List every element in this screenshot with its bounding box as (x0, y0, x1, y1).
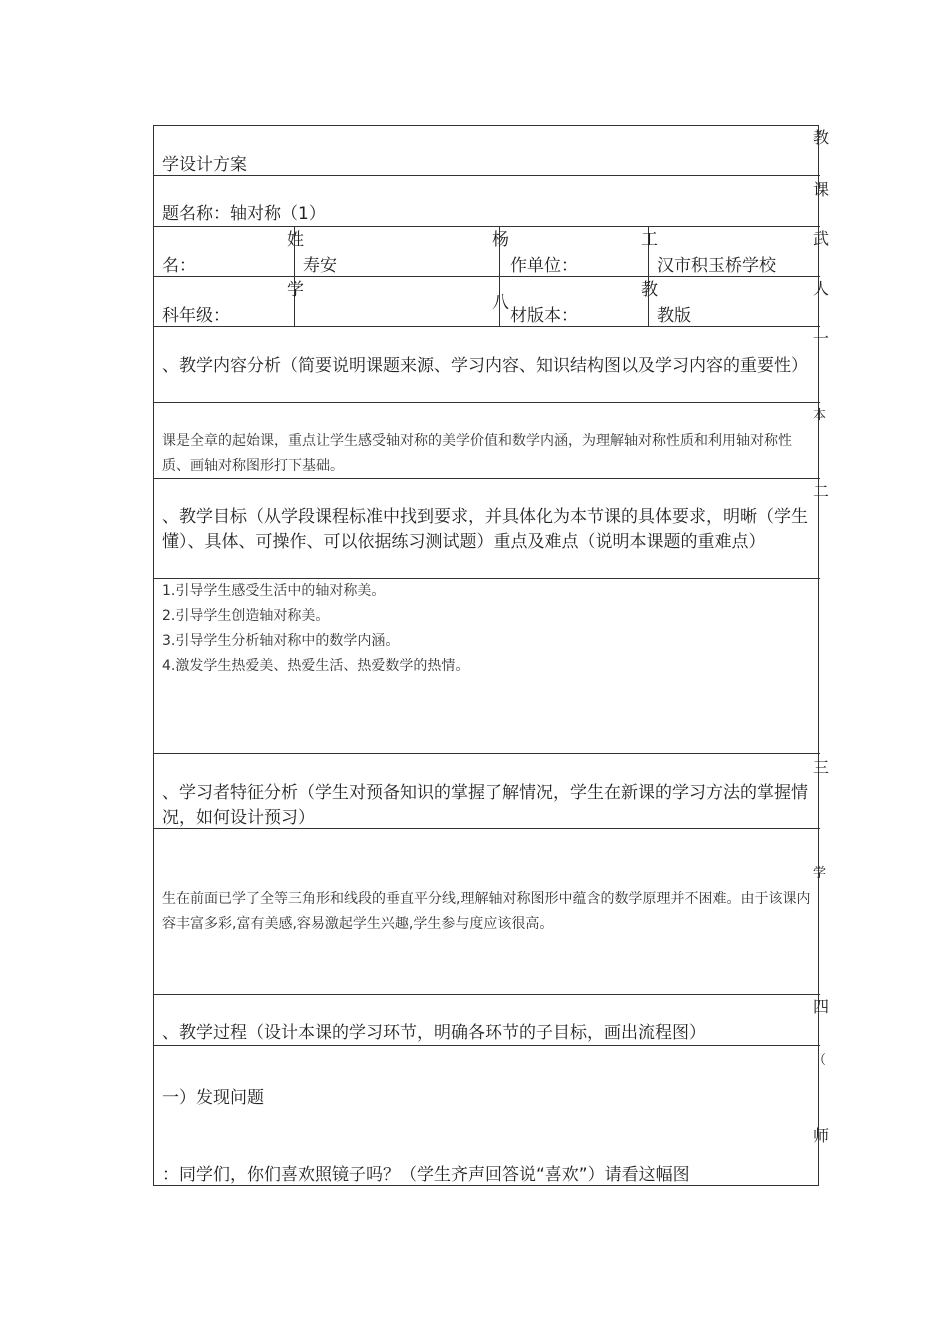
table-rule (153, 994, 820, 995)
unit-label-top: 杨 (492, 230, 509, 250)
name-label: 名： (162, 256, 196, 276)
table-rule (153, 1045, 820, 1046)
table-rule (153, 276, 820, 277)
table-rule (153, 753, 820, 754)
section-body-content-analysis: 课是全章的起始课，重点让学生感受轴对称的美学价值和数学内涵，为理解轴对称性质和利用轴对称性质、画轴对称图形打下基础。 (162, 433, 792, 474)
goal-item: 4.激发学生热爱美、热爱生活、热爱数学的热情。 (162, 658, 470, 674)
document-title: 学设计方案 (162, 155, 247, 175)
section-heading-objectives: 、教学目标（从学段课程标准中找到要求，并具体化为本节课的具体要求，明晰（学生懂）、具体、可操作、可以依据练习测试题）重点及难点（说明本课题的重难点） (162, 507, 808, 552)
section-heading-learner-analysis: 、学习者特征分析（学生对预备知识的掌握了解情况，学生在新课的学习方法的掌握情况，如何设计预习） (162, 783, 808, 828)
side-char: 人 (813, 279, 830, 298)
section-body-learner-analysis: 生在前面已学了全等三角形和线段的垂直平分线,理解轴对称图形中蕴含的数学原理并不困难。由于该课内容丰富多彩,富有美感,容易激起学生兴趣,学生参与度应该很高。 (162, 891, 811, 932)
process-step: 一）发现问题 (162, 1088, 264, 1108)
side-char: 课 (813, 180, 830, 199)
table-rule (153, 226, 820, 227)
side-char: 一 (813, 329, 830, 348)
section-heading-process: 、教学过程（设计本课的学习环节，明确各环节的子目标，画出流程图） (162, 1023, 706, 1043)
side-char: 武 (813, 229, 830, 248)
process-dialog: ：同学们，你们喜欢照镜子吗？（学生齐声回答说“喜欢”）请看这幅图 (162, 1165, 690, 1185)
table-rule (153, 175, 820, 176)
name-label-top: 姓 (287, 230, 304, 250)
subject-label-top: 学 (287, 280, 304, 300)
section-heading-content-analysis: 、教学内容分析（简要说明课题来源、学习内容、知识结构图以及学习内容的重要性） (162, 356, 808, 376)
subject-label: 科年级： (162, 306, 230, 326)
textbook-label: 材版本： (510, 306, 578, 326)
textbook-label-top: 教 (641, 280, 658, 300)
table-rule (153, 326, 820, 327)
side-char: 本 (813, 408, 827, 423)
side-char: 学 (813, 866, 827, 881)
unit-label-top-2: 工 (641, 230, 658, 250)
name-value: 寿安 (303, 256, 337, 276)
goal-item: 1.引导学生感受生活中的轴对称美。 (162, 583, 386, 599)
side-char: （ (813, 1053, 827, 1068)
side-char: 四 (813, 997, 830, 1016)
side-char: 三 (813, 758, 830, 777)
lesson-title: 题名称：轴对称（1） (162, 204, 326, 224)
textbook-mark: 八 (492, 293, 509, 313)
side-char: 二 (813, 482, 830, 501)
table-rule (153, 578, 820, 579)
textbook-value: 教版 (657, 306, 691, 326)
unit-value: 汉市积玉桥学校 (657, 256, 776, 276)
goal-item: 2.引导学生创造轴对称美。 (162, 608, 330, 624)
table-rule (153, 402, 820, 403)
unit-label: 作单位： (510, 256, 578, 276)
side-char: 教 (813, 128, 830, 147)
goal-item: 3.引导学生分析轴对称中的数学内涵。 (162, 633, 400, 649)
side-char: 师 (813, 1126, 830, 1145)
